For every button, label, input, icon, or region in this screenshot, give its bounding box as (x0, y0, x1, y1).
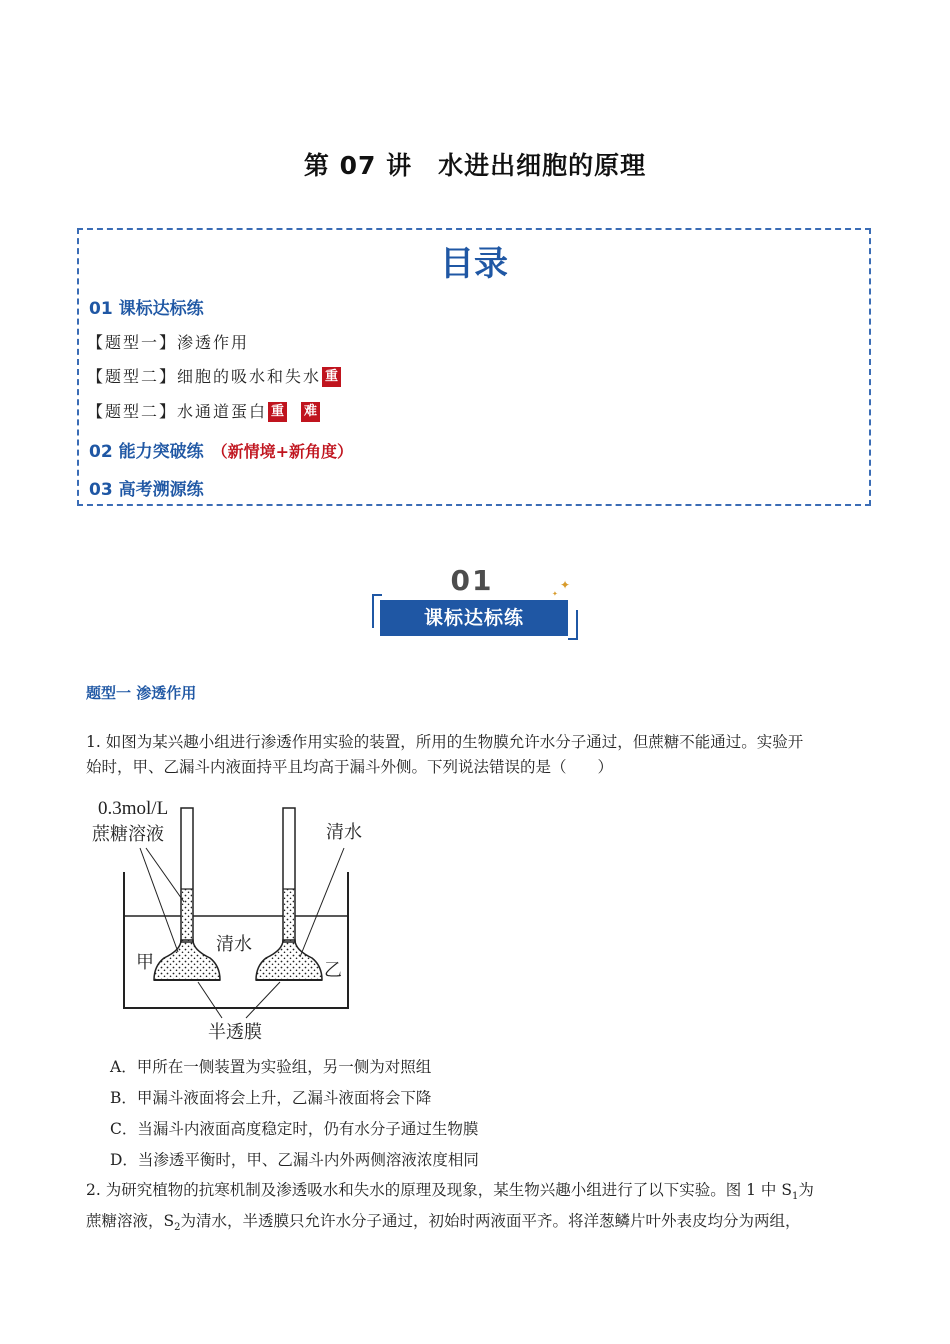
key-point-badge: 重 (268, 402, 287, 422)
label-water-middle: 清水 (216, 934, 252, 955)
toc-item-1[interactable] (87, 330, 249, 353)
key-point-badge: 重 (322, 367, 341, 387)
question-2-text (86, 1178, 866, 1240)
toc-item-2-label: 【题型二】细胞的吸水和失水 (87, 367, 322, 386)
label-yi: 乙 (324, 960, 342, 981)
toc-section-3[interactable]: 03 高考溯源练 (89, 480, 204, 500)
osmosis-apparatus-figure (88, 792, 388, 1054)
leader-line (246, 982, 280, 1018)
page-title: 第 07 讲 水进出细胞的原理 (303, 151, 647, 180)
label-membrane: 半透膜 (208, 1022, 262, 1043)
toc-section-2[interactable] (89, 437, 353, 462)
section-badge-label: 课标达标练 (423, 607, 524, 629)
label-concentration: 0.3mol/L (98, 798, 169, 819)
difficult-badge: 难 (301, 402, 320, 422)
toc-section-2-note: （新情境+新角度） (211, 442, 353, 461)
option-c[interactable]: C．当漏斗内液面高度稳定时，仍有水分子通过生物膜 (110, 1120, 479, 1138)
question-2-line-2 (86, 1209, 866, 1240)
section-badge (372, 564, 580, 644)
leader-line (300, 848, 344, 957)
funnel-yi (256, 808, 322, 980)
label-sucrose: 蔗糖溶液 (92, 824, 164, 845)
option-d[interactable]: D．当渗透平衡时，甲、乙漏斗内外两侧溶液浓度相同 (110, 1151, 479, 1169)
option-b[interactable]: B．甲漏斗液面将会上升，乙漏斗液面将会下降 (110, 1089, 432, 1107)
badge-bracket-right (568, 610, 578, 640)
question-1-text (86, 730, 866, 780)
toc-section-1[interactable]: 01 课标达标练 (89, 299, 204, 319)
q2-line2-part-a: 蔗糖溶液，S (86, 1212, 175, 1231)
toc-section-2-label: 02 能力突破练 (89, 442, 204, 462)
leader-line (146, 848, 184, 902)
toc-item-2[interactable] (87, 364, 341, 387)
label-water-right: 清水 (326, 822, 362, 843)
option-a[interactable]: A．甲所在一侧装置为实验组，另一侧为对照组 (110, 1058, 432, 1076)
question-1-line-2: 始时，甲、乙漏斗内液面持平且均高于漏斗外侧。下列说法错误的是（ ） (86, 758, 614, 776)
toc-item-1-label: 【题型一】渗透作用 (87, 333, 250, 352)
question-1-line-1: 1. 如图为某兴趣小组进行渗透作用实验的装置，所用的生物膜允许水分子通过，但蔗糖不能通过。实验开 (86, 733, 804, 751)
section-heading: 题型一 渗透作用 (86, 684, 197, 702)
q2-line2-subscript: 2 (174, 1222, 181, 1234)
q2-line2-part-b: 为清水，半透膜只允许水分子通过，初始时两液面平齐。将洋葱鳞片叶外表皮均分为两组， (180, 1212, 801, 1231)
leader-line (198, 982, 222, 1018)
q2-line1-part-a: 2. 为研究植物的抗寒机制及渗透吸水和失水的原理及现象，某生物兴趣小组进行了以下实验。图 1 中 S (86, 1181, 792, 1199)
sparkle-icon: ✦ (552, 590, 558, 598)
q2-line1-part-b: 为 (798, 1181, 814, 1199)
toc-item-3[interactable] (87, 399, 320, 422)
toc-heading: 目录 (440, 244, 508, 284)
toc-item-3-label: 【题型二】水通道蛋白 (87, 402, 268, 421)
q2-line1-subscript: 1 (791, 1191, 799, 1203)
label-jia: 甲 (136, 952, 154, 973)
sparkle-icon: ✦ (560, 578, 571, 592)
section-badge-number: 01 (450, 564, 494, 597)
table-of-contents (77, 228, 871, 506)
question-2-line-1 (86, 1178, 866, 1209)
leader-line (140, 848, 178, 952)
